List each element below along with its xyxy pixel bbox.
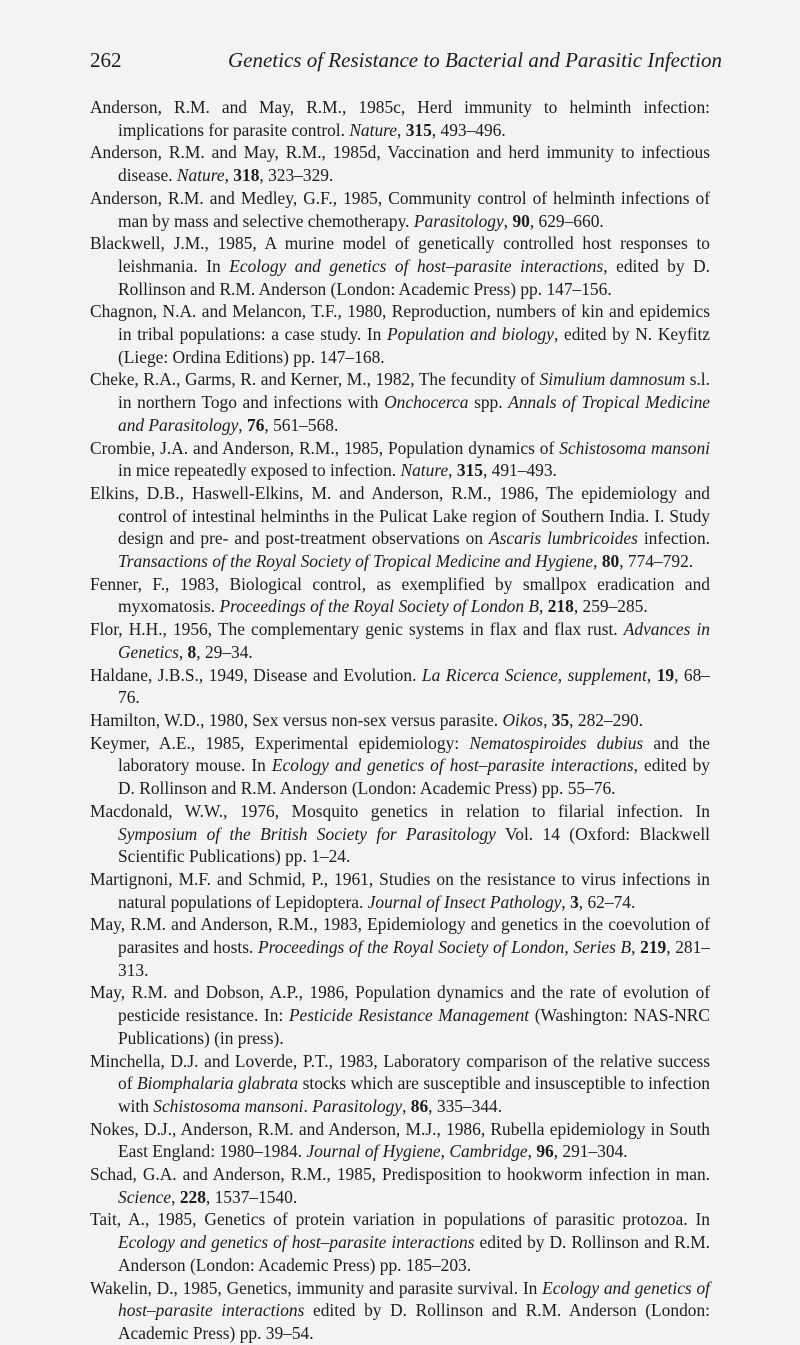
ref-text: , bbox=[527, 1141, 537, 1162]
reference-entry bbox=[90, 732, 710, 800]
ref-text: , edited by D. Rollinson and R.M. Anderson (London: Academic Press) pp. 55–76. bbox=[118, 755, 710, 799]
species-name: Ascaris lumbricoides bbox=[488, 528, 638, 549]
volume-number: 8 bbox=[187, 641, 197, 662]
journal-title: Science bbox=[118, 1186, 172, 1207]
ref-text: Crombie, J.A. and Anderson, R.M., 1985, Population dynamics of bbox=[90, 437, 560, 458]
reference-entry bbox=[90, 618, 710, 663]
ref-text: , bbox=[561, 891, 571, 912]
volume-number: 86 bbox=[410, 1095, 429, 1116]
volume-number: 76 bbox=[247, 414, 265, 435]
ref-text: Fenner, F., 1983, Biological control, as exemplified by smallpox eradication and myxomatosis. bbox=[90, 573, 710, 617]
ref-text: (Washington: NAS-NRC Publications) (in press). bbox=[118, 1005, 710, 1048]
ref-text: , bbox=[631, 937, 641, 958]
reference-entry bbox=[90, 1050, 710, 1118]
book-title: Population and biology bbox=[387, 324, 554, 345]
volume-number: 315 bbox=[456, 460, 483, 481]
ref-text: Haldane, J.B.S., 1949, Disease and Evolution. bbox=[90, 664, 422, 685]
ref-text: edited by D. Rollinson and R.M. Anderson (London: Academic Press) pp. 39–54. bbox=[118, 1300, 710, 1343]
ref-text: , 561–568. bbox=[264, 414, 339, 435]
ref-text: Blackwell, J.M., 1985, A murine model of genetically controlled host responses to leishmania. In bbox=[90, 233, 710, 276]
volume-number: 315 bbox=[405, 119, 432, 140]
ref-text: Anderson, R.M. and May, R.M., 1985c, Herd immunity to helminth infection: implications for parasite control. bbox=[90, 97, 710, 140]
ref-text: , bbox=[397, 119, 406, 140]
species-name: Biomphalaria glabrata bbox=[137, 1073, 299, 1094]
ref-text: , bbox=[646, 664, 657, 685]
journal-title: Parasitology bbox=[413, 210, 504, 231]
ref-text: , 774–792. bbox=[619, 551, 694, 572]
reference-entry bbox=[90, 913, 710, 981]
journal-title: Nature bbox=[349, 119, 397, 140]
volume-number: 90 bbox=[512, 210, 530, 231]
ref-text: , 629–660. bbox=[529, 210, 604, 231]
ref-text: edited by D. Rollinson and R.M. Anderson (London: Academic Press) pp. 185–203. bbox=[118, 1232, 711, 1275]
ref-text: , 282–290. bbox=[569, 709, 644, 730]
journal-title: Oikos bbox=[502, 709, 544, 730]
reference-entry bbox=[90, 1163, 710, 1208]
ref-text: , 62–74. bbox=[578, 891, 636, 912]
ref-text: , bbox=[448, 460, 457, 481]
reference-entry bbox=[90, 368, 710, 436]
ref-text: , bbox=[171, 1186, 180, 1207]
reference-entry bbox=[90, 482, 710, 573]
ref-text: Anderson, R.M. and May, R.M., 1985d, Vaccination and herd immunity to infectious disease. bbox=[90, 142, 710, 186]
volume-number: 218 bbox=[547, 596, 574, 617]
ref-text: Cheke, R.A., Garms, R. and Kerner, M., 1982, The fecundity of bbox=[90, 369, 540, 390]
reference-entry bbox=[90, 573, 710, 618]
ref-text: May, R.M. and Anderson, R.M., 1983, Epidemiology and genetics in the coevolution of parasites and hosts. bbox=[90, 914, 710, 958]
reference-entry bbox=[90, 709, 710, 732]
book-title: Ecology and genetics of host–parasite interactions bbox=[229, 255, 604, 276]
journal-title: Proceedings of the Royal Society of London B bbox=[219, 596, 540, 617]
ref-text: Chagnon, N.A. and Melancon, T.F., 1980, Reproduction, numbers of kin and epidemics in tribal populations: a case study. In bbox=[90, 301, 710, 345]
ref-text: , 493–496. bbox=[431, 119, 506, 140]
reference-entry bbox=[90, 868, 710, 913]
reference-entry bbox=[90, 1118, 710, 1163]
reference-entry bbox=[90, 141, 710, 186]
journal-title: Proceedings of the Royal Society of London, Series B bbox=[258, 937, 632, 958]
volume-number: 19 bbox=[656, 664, 675, 685]
volume-number: 3 bbox=[570, 891, 579, 912]
reference-list bbox=[90, 96, 710, 1345]
species-name: Schistosoma mansoni bbox=[559, 437, 710, 458]
volume-number: 228 bbox=[179, 1186, 206, 1207]
ref-text: , edited by D. Rollinson and R.M. Anderson (London: Academic Press) pp. 147–156. bbox=[118, 255, 711, 299]
ref-text: Minchella, D.J. and Loverde, P.T., 1983, Laboratory comparison of the relative success of bbox=[90, 1050, 710, 1094]
journal-title: Transactions of the Royal Society of Tropical Medicine and Hygiene bbox=[118, 551, 594, 572]
ref-text: , bbox=[402, 1095, 411, 1116]
ref-text: , bbox=[238, 414, 247, 435]
ref-text: Schad, G.A. and Anderson, R.M., 1985, Predisposition to hookworm infection in man. bbox=[90, 1164, 710, 1185]
ref-text: . bbox=[303, 1095, 313, 1116]
ref-text: Martignoni, M.F. and Schmid, P., 1961, Studies on the resistance to virus infections in natural populations of Lepidoptera. bbox=[90, 868, 710, 912]
ref-text: spp. bbox=[468, 392, 509, 413]
ref-text: , 259–285. bbox=[573, 596, 648, 617]
reference-entry bbox=[90, 1208, 710, 1276]
journal-title: Annals of Tropical Medicine and Parasitology bbox=[118, 392, 710, 435]
journal-title: Journal of Insect Pathology bbox=[367, 891, 562, 912]
journal-title: Parasitology bbox=[312, 1095, 403, 1116]
ref-text: Flor, H.H., 1956, The complementary genic systems in flax and flax rust. bbox=[90, 619, 624, 640]
reference-entry bbox=[90, 437, 710, 482]
species-name: Schistosoma mansoni bbox=[153, 1095, 304, 1116]
ref-text: , 281–313. bbox=[118, 937, 710, 980]
ref-text: Macdonald, W.W., 1976, Mosquito genetics in relation to filarial infection. In bbox=[90, 800, 710, 821]
journal-title: La Ricerca Science, supplement bbox=[421, 664, 647, 685]
reference-entry bbox=[90, 232, 710, 300]
ref-text: May, R.M. and Dobson, A.P., 1986, Population dynamics and the rate of evolution of pesticide resistance. In: bbox=[90, 982, 710, 1026]
ref-text: , 291–304. bbox=[553, 1141, 628, 1162]
ref-text: , 29–34. bbox=[196, 641, 253, 662]
ref-text: , bbox=[224, 165, 234, 186]
ref-text: s.l. in northern Togo and infections with bbox=[118, 369, 710, 413]
ref-text: Hamilton, W.D., 1980, Sex versus non-sex versus parasite. bbox=[90, 709, 503, 730]
journal-title: Nature bbox=[400, 460, 449, 481]
volume-number: 318 bbox=[233, 165, 260, 186]
ref-text: , bbox=[543, 709, 552, 730]
book-title: Ecology and genetics of host–parasite interactions bbox=[118, 1277, 710, 1321]
ref-text: infection. bbox=[637, 528, 711, 549]
ref-text: , bbox=[503, 210, 513, 231]
ref-text: , edited by N. Keyfitz (Liege: Ordina Editions) pp. 147–168. bbox=[118, 324, 710, 367]
species-name: Nematospiroides dubius bbox=[469, 732, 644, 753]
journal-title: Advances in Genetics bbox=[118, 619, 710, 662]
species-name: Onchocerca bbox=[384, 392, 469, 413]
volume-number: 35 bbox=[551, 709, 570, 730]
book-title: Pesticide Resistance Management bbox=[288, 1005, 530, 1026]
running-head bbox=[90, 48, 722, 78]
ref-text: , 491–493. bbox=[482, 460, 557, 481]
book-title: Ecology and genetics of host–parasite interactions bbox=[118, 1232, 475, 1253]
reference-entry bbox=[90, 664, 710, 709]
reference-entry bbox=[90, 187, 710, 232]
ref-text: Wakelin, D., 1985, Genetics, immunity and parasite survival. In bbox=[90, 1277, 543, 1298]
ref-text: , 1537–1540. bbox=[205, 1186, 298, 1207]
ref-text: , bbox=[178, 641, 188, 662]
ref-text: , bbox=[539, 596, 548, 617]
volume-number: 80 bbox=[601, 551, 620, 572]
ref-text: Nokes, D.J., Anderson, R.M. and Anderson, M.J., 1986, Rubella epidemiology in South East England: 1980–1984. bbox=[90, 1118, 710, 1162]
ref-text: Vol. 14 (Oxford: Blackwell Scientific Publications) pp. 1–24. bbox=[118, 823, 711, 867]
species-name: Simulium damnosum bbox=[539, 369, 686, 390]
volume-number: 219 bbox=[640, 937, 667, 958]
reference-entry bbox=[90, 981, 710, 1049]
reference-entry bbox=[90, 96, 710, 141]
ref-text: , bbox=[593, 551, 602, 572]
ref-text: , 323–329. bbox=[259, 165, 334, 186]
ref-text: Keymer, A.E., 1985, Experimental epidemiology: bbox=[90, 732, 470, 753]
journal-title: Journal of Hygiene, Cambridge bbox=[306, 1141, 528, 1162]
ref-text: Anderson, R.M. and Medley, G.F., 1985, Community control of helminth infections of man by mass and selective chemotherapy. bbox=[90, 187, 710, 231]
reference-entry bbox=[90, 800, 710, 868]
book-title: Ecology and genetics of host–parasite interactions bbox=[271, 755, 634, 776]
ref-text: and the laboratory mouse. In bbox=[118, 732, 710, 776]
ref-text: Tait, A., 1985, Genetics of protein variation in populations of parasitic protozoa. In bbox=[90, 1209, 710, 1230]
book-title: Symposium of the British Society for Parasitology bbox=[118, 823, 496, 844]
ref-text: stocks which are susceptible and insusceptible to infection with bbox=[118, 1073, 710, 1116]
reference-entry bbox=[90, 300, 710, 368]
ref-text: , 335–344. bbox=[428, 1095, 503, 1116]
running-title: Genetics of Resistance to Bacterial and Parasitic Infection bbox=[228, 48, 722, 72]
page-number: 262 bbox=[90, 48, 122, 72]
ref-text: Elkins, D.B., Haswell-Elkins, M. and Anderson, R.M., 1986, The epidemiology and control of intestinal helminths in the Pulicat Lake region of Southern India. I. Study design and pre- and post-treatment observations on bbox=[90, 482, 710, 549]
ref-text: , 68–76. bbox=[118, 664, 710, 708]
volume-number: 96 bbox=[536, 1141, 554, 1162]
journal-title: Nature bbox=[176, 165, 225, 186]
ref-text: in mice repeatedly exposed to infection. bbox=[118, 460, 401, 481]
